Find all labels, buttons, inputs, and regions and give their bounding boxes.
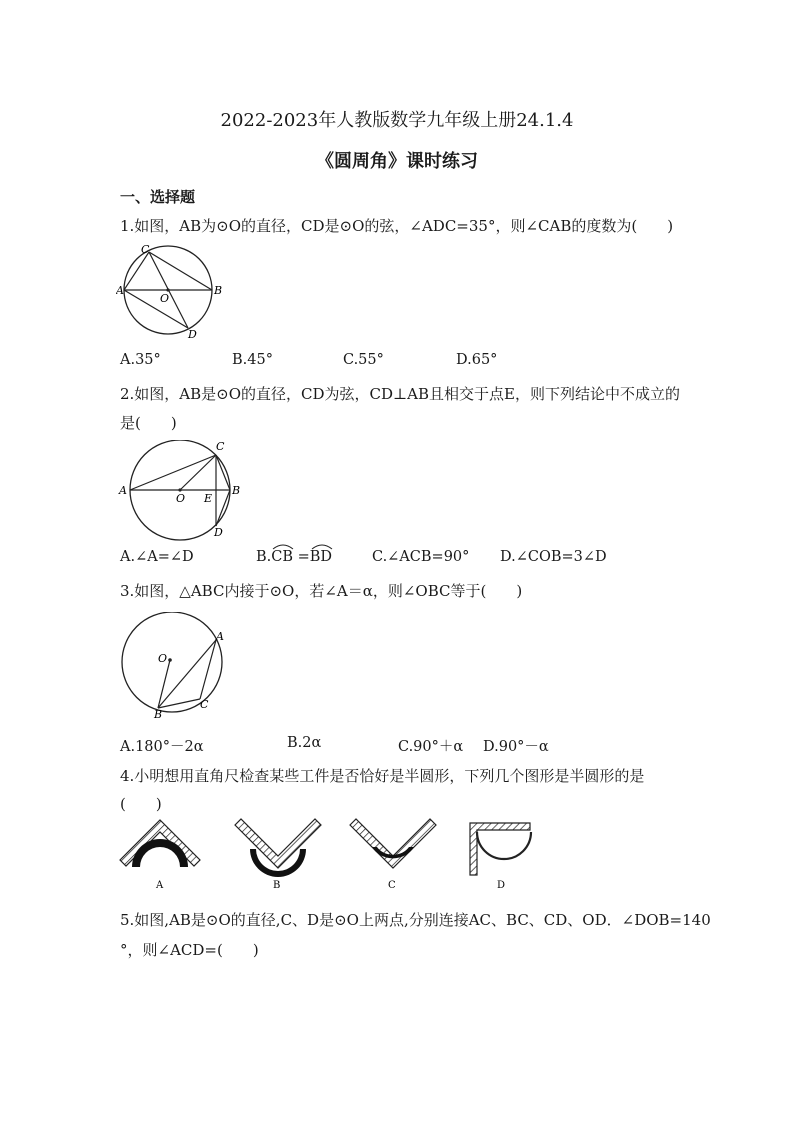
question-2-text-line2: 是( ) bbox=[120, 414, 177, 432]
q2-label-c: C bbox=[216, 440, 225, 453]
page-title-line1: 2022-2023年人教版数学九年级上册24.1.4 bbox=[220, 110, 574, 131]
q2-option-b-arc-bd bbox=[310, 549, 332, 565]
question-4-figures bbox=[110, 815, 550, 895]
question-2-text-line1: 2.如图，AB是⊙O的直径，CD为弦，CD⊥AB且相交于点E，则下列结论中不成立的 bbox=[120, 385, 680, 403]
q2-label-a: A bbox=[119, 484, 127, 497]
q1-label-a: A bbox=[116, 284, 124, 297]
question-4-text-line1: 4.小明想用直角尺检查某些工件是否恰好是半圆形，下列几个图形是半圆形的是 bbox=[120, 767, 645, 785]
q3-option-b: B.2α bbox=[287, 735, 322, 751]
q4-figure-c bbox=[350, 819, 436, 891]
q1-label-d: D bbox=[188, 328, 197, 340]
q3-option-a: A.180°－2α bbox=[120, 739, 204, 755]
q2-option-a: A.∠A=∠D bbox=[120, 549, 194, 565]
question-3-text: 3.如图，△ABC内接于⊙O，若∠A＝α，则∠OBC等于( ) bbox=[120, 582, 523, 600]
section-title: 一、选择题 bbox=[120, 188, 196, 206]
q4-figure-b bbox=[235, 819, 321, 891]
q2-option-d: D.∠COB=3∠D bbox=[500, 549, 607, 565]
q2-chord-cb bbox=[216, 455, 230, 490]
q1-label-b: B bbox=[214, 284, 223, 297]
question-5-text-line1: 5.如图,AB是⊙O的直径,C、D是⊙O上两点,分别连接AC、BC、CD、OD．∠DOB=140 bbox=[120, 911, 711, 929]
q2-chord-ac bbox=[130, 455, 216, 490]
q3-circle bbox=[122, 612, 222, 712]
q1-option-a: A.35° bbox=[120, 352, 161, 368]
q2-label-d: D bbox=[214, 526, 223, 539]
q4-label-d: D bbox=[497, 880, 506, 891]
q3-label-c: C bbox=[200, 698, 209, 711]
q1-label-o: O bbox=[160, 292, 170, 305]
q2-label-e: E bbox=[204, 492, 213, 505]
q2-label-b: B bbox=[232, 484, 241, 497]
q3-center-dot bbox=[168, 658, 172, 662]
q2-option-b-prefix: B. bbox=[256, 549, 272, 565]
question-1-text: 1.如图，AB为⊙O的直径，CD是⊙O的弦，∠ADC=35°，则∠CAB的度数为( ) bbox=[120, 217, 674, 235]
q4-label-a: A bbox=[156, 880, 164, 891]
page-title-line2: 《圆周角》课时练习 bbox=[316, 151, 478, 172]
arc-mark-icon bbox=[271, 542, 295, 550]
q1-option-d: D.65° bbox=[456, 352, 498, 368]
q2-option-b-eq: = bbox=[297, 549, 310, 565]
q3-label-b: B bbox=[154, 708, 163, 720]
q2-option-b-arc-bd-label: BD bbox=[309, 549, 333, 565]
q1-option-b: B.45° bbox=[232, 352, 273, 368]
q1-option-c: C.55° bbox=[343, 352, 384, 368]
question-3-figure bbox=[116, 612, 236, 720]
q1-label-c: C bbox=[141, 244, 150, 256]
question-5-text-line2: °，则∠ACD=( ) bbox=[120, 941, 259, 959]
q4-label-b: B bbox=[273, 880, 281, 891]
q4-figure-a bbox=[120, 820, 200, 891]
question-1-figure bbox=[116, 244, 226, 340]
q4-label-c: C bbox=[388, 880, 396, 891]
q3-option-c: C.90°＋α bbox=[398, 739, 464, 755]
q2-chord-bd bbox=[216, 490, 230, 526]
q2-option-b bbox=[256, 549, 332, 565]
question-2-figure bbox=[116, 440, 246, 544]
q3-label-o: O bbox=[158, 652, 168, 665]
q2-option-b-arc-cb-label: CB bbox=[271, 549, 294, 565]
q2-option-b-arc-cb bbox=[271, 549, 293, 565]
question-4-text-line2: ( ) bbox=[120, 795, 162, 813]
arc-mark-icon bbox=[310, 542, 334, 550]
q3-option-d: D.90°－α bbox=[483, 739, 549, 755]
q2-label-o: O bbox=[176, 492, 186, 505]
q4-figure-d bbox=[470, 823, 531, 891]
q3-label-a: A bbox=[216, 630, 224, 643]
q2-radius-oc bbox=[180, 455, 216, 490]
q2-option-c: C.∠ACB=90° bbox=[372, 549, 470, 565]
